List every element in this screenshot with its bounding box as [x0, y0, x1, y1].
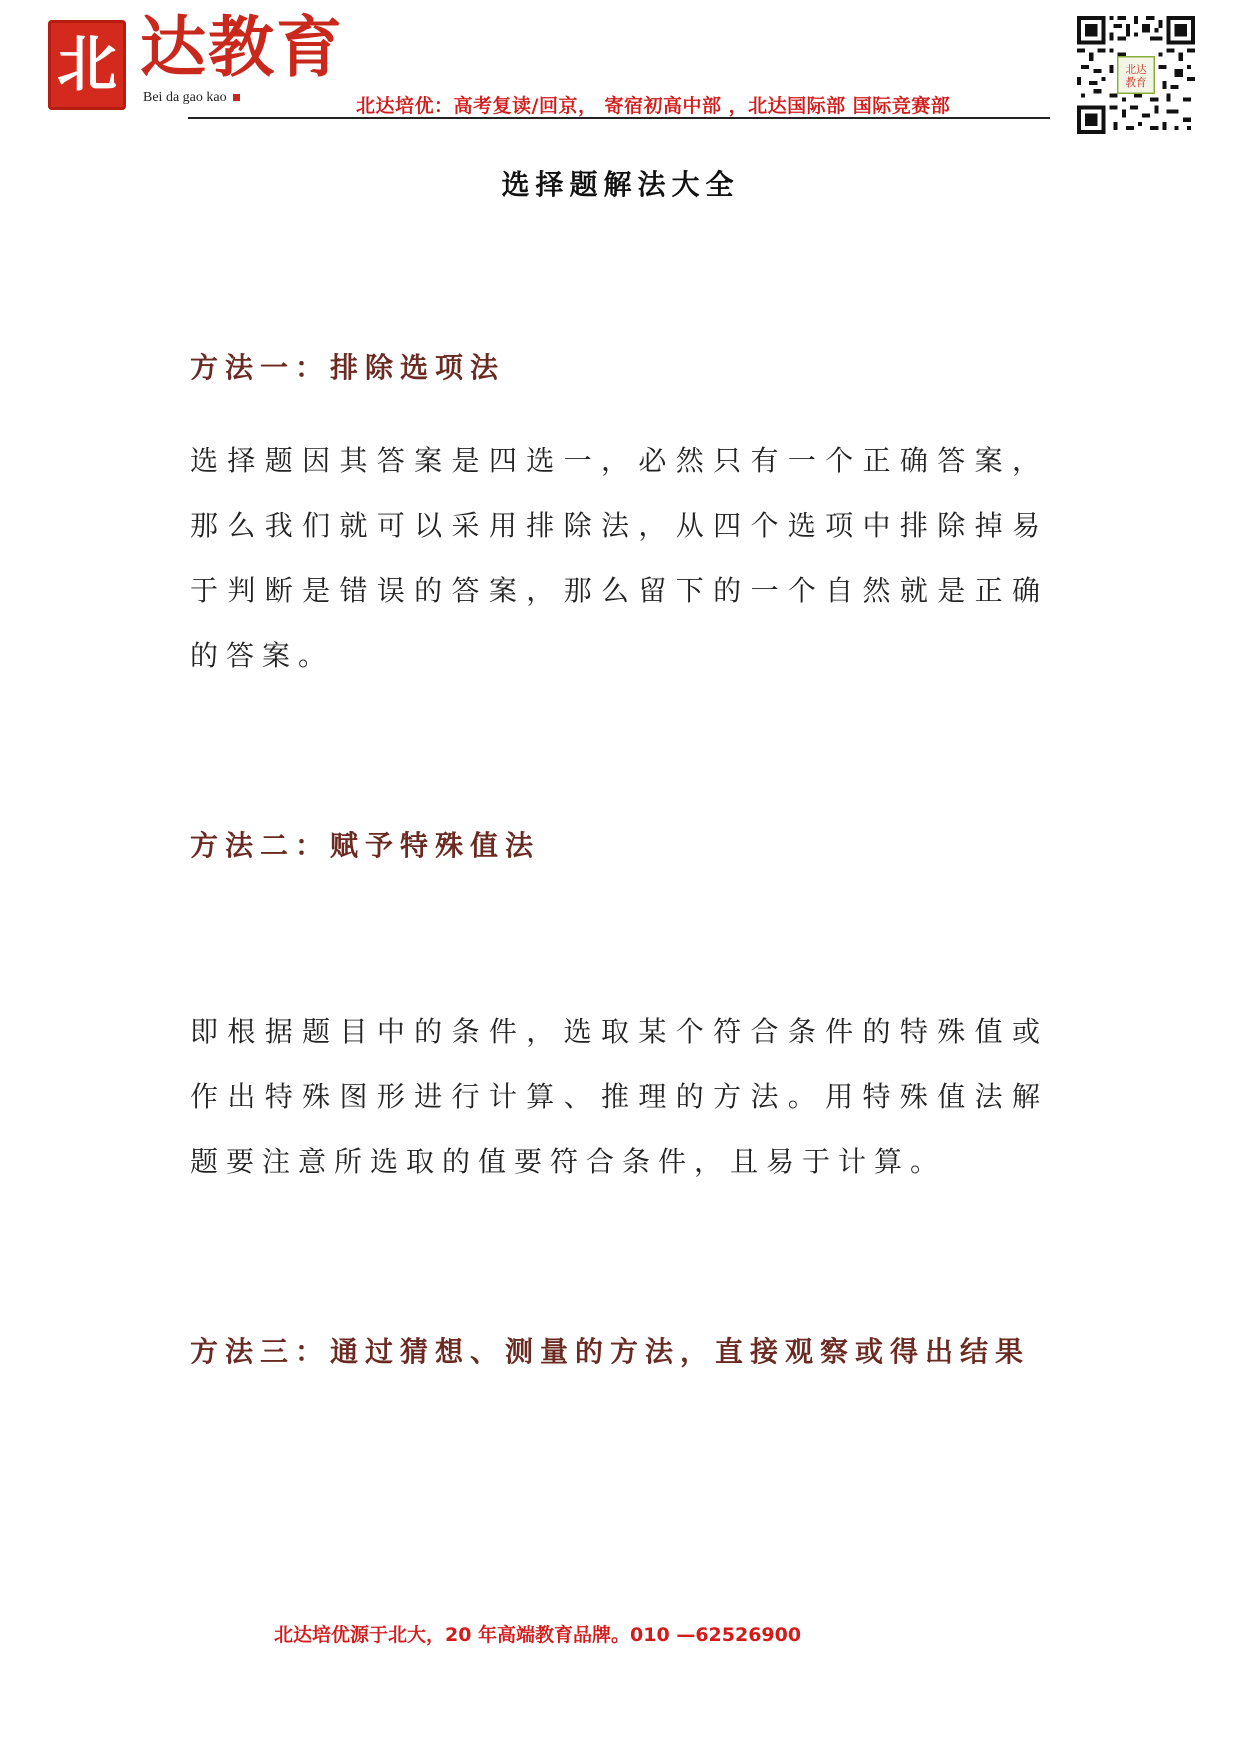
section-body-1: 选择题因其答案是四选一，必然只有一个正确答案，那么我们就可以采用排除法，从四个选项中排除掉易于判断是错误的答案，那么留下的一个自然就是正确的答案。 — [190, 444, 1048, 672]
square-bullet-icon — [233, 94, 240, 101]
section-body-2: 即根据题目中的条件，选取某个符合条件的特殊值或作出特殊图形进行计算、推理的方法。用特殊值法解题要注意所选取的值要符合条件，且易于计算。 — [190, 1015, 1048, 1178]
qr-code-icon — [1077, 16, 1195, 134]
section-heading-2: 方法二：赋予特殊值法 — [190, 829, 541, 862]
page-title: 选择题解法大全 — [501, 168, 740, 201]
header-tagline: 北达培优：高考复读/回京， 寄宿初高中部 ，北达国际部 国际竞赛部 — [356, 95, 951, 117]
brand-name: 达教育 — [140, 8, 344, 86]
logo-seal-char: 北 — [57, 30, 117, 100]
section-heading-3: 方法三：通过猜想、测量的方法，直接观察或得出结果 — [190, 1335, 1031, 1368]
brand-pinyin-text: Bei da gao kao — [143, 90, 227, 105]
svg-text:北达: 北达 — [1125, 63, 1147, 76]
header-divider — [188, 117, 1050, 119]
section-heading-1: 方法一：排除选项法 — [190, 351, 506, 384]
footer-contact: 北达培优源于北大，20 年高端教育品牌。010 —62526900 — [274, 1624, 802, 1646]
logo-seal — [48, 20, 126, 110]
brand-pinyin — [143, 90, 240, 106]
svg-text:教育: 教育 — [1125, 76, 1147, 89]
